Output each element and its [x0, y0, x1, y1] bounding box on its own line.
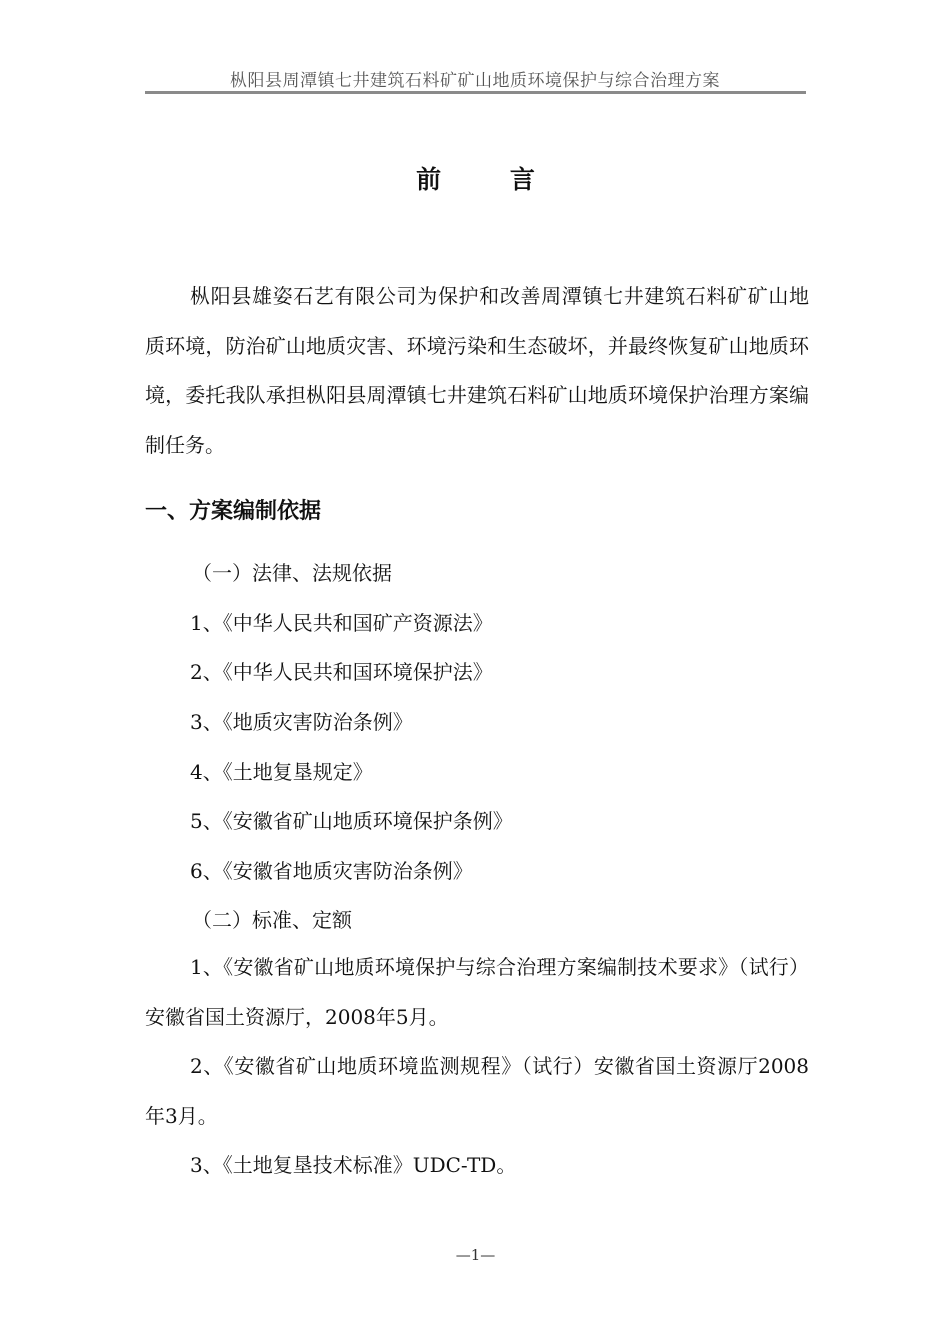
law-item: 6、《安徽省地质灾害防治条例》 [190, 859, 473, 883]
running-header: 枞阳县周潭镇七井建筑石料矿矿山地质环境保护与综合治理方案 [230, 71, 720, 91]
subsection-heading-standards: （二）标准、定额 [192, 908, 352, 932]
header-rule [145, 91, 806, 94]
standard-item: 1、《安徽省矿山地质环境保护与综合治理方案编制技术要求》（试行）安徽省国土资源厅，2008年5月。 [145, 955, 809, 1029]
subsection-heading-laws: （一）法律、法规依据 [192, 561, 392, 585]
law-item: 5、《安徽省矿山地质环境保护条例》 [190, 809, 513, 833]
standard-item: 2、《安徽省矿山地质环境监测规程》（试行）安徽省国土资源厅2008年3月。 [145, 1054, 809, 1128]
intro-paragraph: 枞阳县雄姿石艺有限公司为保护和改善周潭镇七井建筑石料矿矿山地质环境，防治矿山地质灾害、环境污染和生态破坏，并最终恢复矿山地质环境，委托我队承担枞阳县周潭镇七井建筑石料矿山地质环境保护治理方案编制任务。 [145, 284, 809, 457]
page-title: 前 言 [416, 165, 565, 194]
section-heading-basis: 一、方案编制依据 [145, 499, 322, 524]
law-item: 1、《中华人民共和国矿产资源法》 [190, 611, 493, 635]
law-item: 4、《土地复垦规定》 [190, 760, 373, 784]
law-item: 2、《中华人民共和国环境保护法》 [190, 660, 493, 684]
law-item: 3、《地质灾害防治条例》 [190, 710, 413, 734]
page-number: —1— [455, 1246, 496, 1264]
standard-item: 3、《土地复垦技术标准》UDC-TD。 [190, 1153, 517, 1177]
